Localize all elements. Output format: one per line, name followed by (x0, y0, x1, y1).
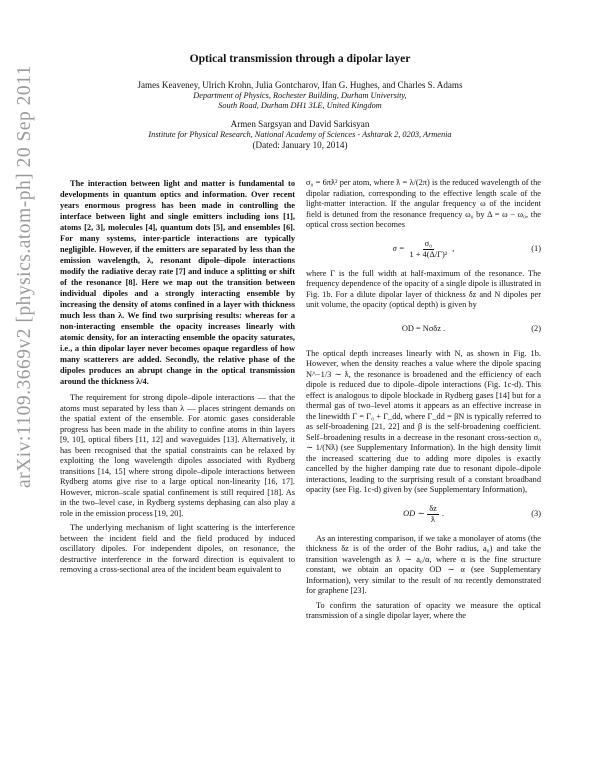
equation-punct: . (441, 509, 444, 519)
equation-punct: , (452, 244, 455, 254)
fraction-numerator: δz (429, 504, 437, 513)
affiliation-1b: South Road, Durham DH1 3LE, United Kingdom (218, 101, 382, 110)
equation-number: (2) (531, 324, 541, 334)
equation-lhs: OD ∼ (403, 509, 425, 519)
equation-body: OD = Nσδz . (401, 324, 446, 334)
equation-fraction (407, 239, 449, 260)
affiliation-2: Institute for Physical Research, National Academy of Sciences - Ashtarak 2, 0203, Armenia (148, 130, 452, 139)
body-paragraph: To confirm the saturation of opacity we measure the optical transmission of a single dipolar layer, where the (306, 600, 541, 620)
body-paragraph: The optical depth increases linearly with N, as shown in Fig. 1b. However, when the density reaches a value where the dipole spacing N^−1/3 ∼ ƛ, the resonance is broadened and the efficiency of each dipole is reduced due to dipole–dipole interactions (Fig. 1c-d). This effect is analogous to dipole blockade in Rydberg gases [14] but for a thermal gas of two–level atoms it appears as an effective increase in the linewidth Γ = Γ₀ + Γ_dd, where Γ_dd = βN is typically referred to as self-broadening [21, 22] and β is the self-broadening coefficient. Self–broadening results in a decrease in the resonant cross-section σ₀ ∼ 1/(Nƛ) (see Supplementary Information). In the high density limit the increased scattering due to adding more dipoles is exactly cancelled by the higher damping rate due to resonant dipole–dipole interactions, leading to the surprising result of a constant broadband opacity (see Fig. 1c-d) given by (see Supplementary Information), (306, 348, 541, 494)
equation-1 (306, 239, 541, 261)
equation-3 (306, 504, 541, 526)
equation-number: (1) (531, 244, 541, 254)
paper-title: Optical transmission through a dipolar layer (189, 52, 411, 65)
equation-number: (3) (531, 509, 541, 519)
equation-2 (306, 319, 541, 341)
equation-fraction (427, 504, 439, 525)
equation-lhs: σ = (392, 244, 405, 254)
fraction-denominator: ƛ (431, 515, 436, 524)
arxiv-identifier: arXiv:1109.3669v2 [physics.atom-ph] 20 Sep 2011 (14, 65, 35, 488)
left-column (60, 178, 295, 580)
body-paragraph: As an interesting comparison, if we take a monolayer of atoms (the thickness δz is of the order of the Bohr radius, a₀) and take the transition wavelength as ƛ ∼ a₀/α, where α is the fine structure constant, we obtain an opacity OD ∼ α (see Supplementary Information), very similar to the result of πα recently demonstrated for graphene [23]. (306, 533, 541, 595)
date-line: (Dated: January 10, 2014) (252, 140, 348, 150)
body-paragraph: where Γ is the full width at half-maximum of the resonance. The frequency dependence of the opacity of a single dipole is illustrated in Fig. 1b. For a dilute dipolar layer of thickness δz and N dipoles per unit volume, the opacity (optical depth) is given by (306, 268, 541, 309)
body-paragraph: The underlying mechanism of light scattering is the interference between the incident field and the field produced by induced oscillatory dipoles. For independent dipoles, on resonance, the destructive interference in the forward direction is equivalent to removing a cross-sectional area of the incident beam equivalent to (60, 523, 295, 574)
right-column (306, 178, 541, 626)
affiliation-1a: Department of Physics, Rochester Building, Durham University, (193, 91, 407, 100)
body-paragraph: σ₀ = 6πƛ² per atom, where ƛ = λ/(2π) is the reduced wavelength of the dipolar radiation, corresponding to the effective length scale of the light-matter interaction. If the angular frequency ω of the incident field is detuned from the resonance frequency ω₀ by Δ = ω − ω₀, the optical cross section becomes (306, 178, 541, 229)
author-list-2: Armen Sargsyan and David Sarkisyan (230, 119, 370, 129)
fraction-denominator: 1 + 4(Δ/Γ)² (409, 250, 448, 259)
body-paragraph: The requirement for strong dipole–dipole interactions — that the atoms must separated by less than λ — places stringent demands on the spatial extent of the ensemble. For atomic gases considerable progress has been made in the ability to confine atoms in thin layers [9, 10], optical fibers [11, 12] and waveguides [13]. Alternatively, it has been recognised that the spatial constraints can be relaxed by exploiting the long wavelength dipoles associated with Rydberg transitions [14, 15] where strong dipole–dipole interactions between Rydberg atoms give rise to a large optical non-linearity [16, 17]. However, micron–scale spatial confinement is still required [18]. As in the two–level case, in Rydberg systems dephasing can also play a role in the emission process [19, 20]. (60, 393, 295, 518)
paper-header (60, 52, 540, 151)
abstract: The interaction between light and matter is fundamental to developments in quantum optics and information. Over recent years enormous progress has been made in controlling the interface between light and single emitters including ions [1], atoms [2, 3], molecules [4], quantum dots [5], and ensembles [6]. For many systems, inter-particle interactions are typically negligible. However, if the emitters are separated by less than the emission wavelength, λ, resonant dipole–dipole interactions modify the radiative decay rate [7] and induce a splitting or shift of the resonance [8]. Here we map out the transition between individual dipoles and a strongly interacting ensemble by increasing the density of atoms confined in a layer with thickness much less than λ. We find two surprising results: whereas for a non-interacting ensemble the opacity increases linearly with atomic density, for an interacting ensemble the opacity saturates, i.e., a thin dipolar layer never becomes opaque regardless of how many scatterers are added. Secondly, the relative phase of the dipoles produces an abrupt change in the optical transmission around the thickness λ/4. (60, 179, 295, 386)
author-list-1: James Keaveney, Ulrich Krohn, Julia Gontcharov, Ifan G. Hughes, and Charles S. Adams (137, 80, 463, 90)
fraction-numerator: σ₀ (424, 239, 433, 248)
